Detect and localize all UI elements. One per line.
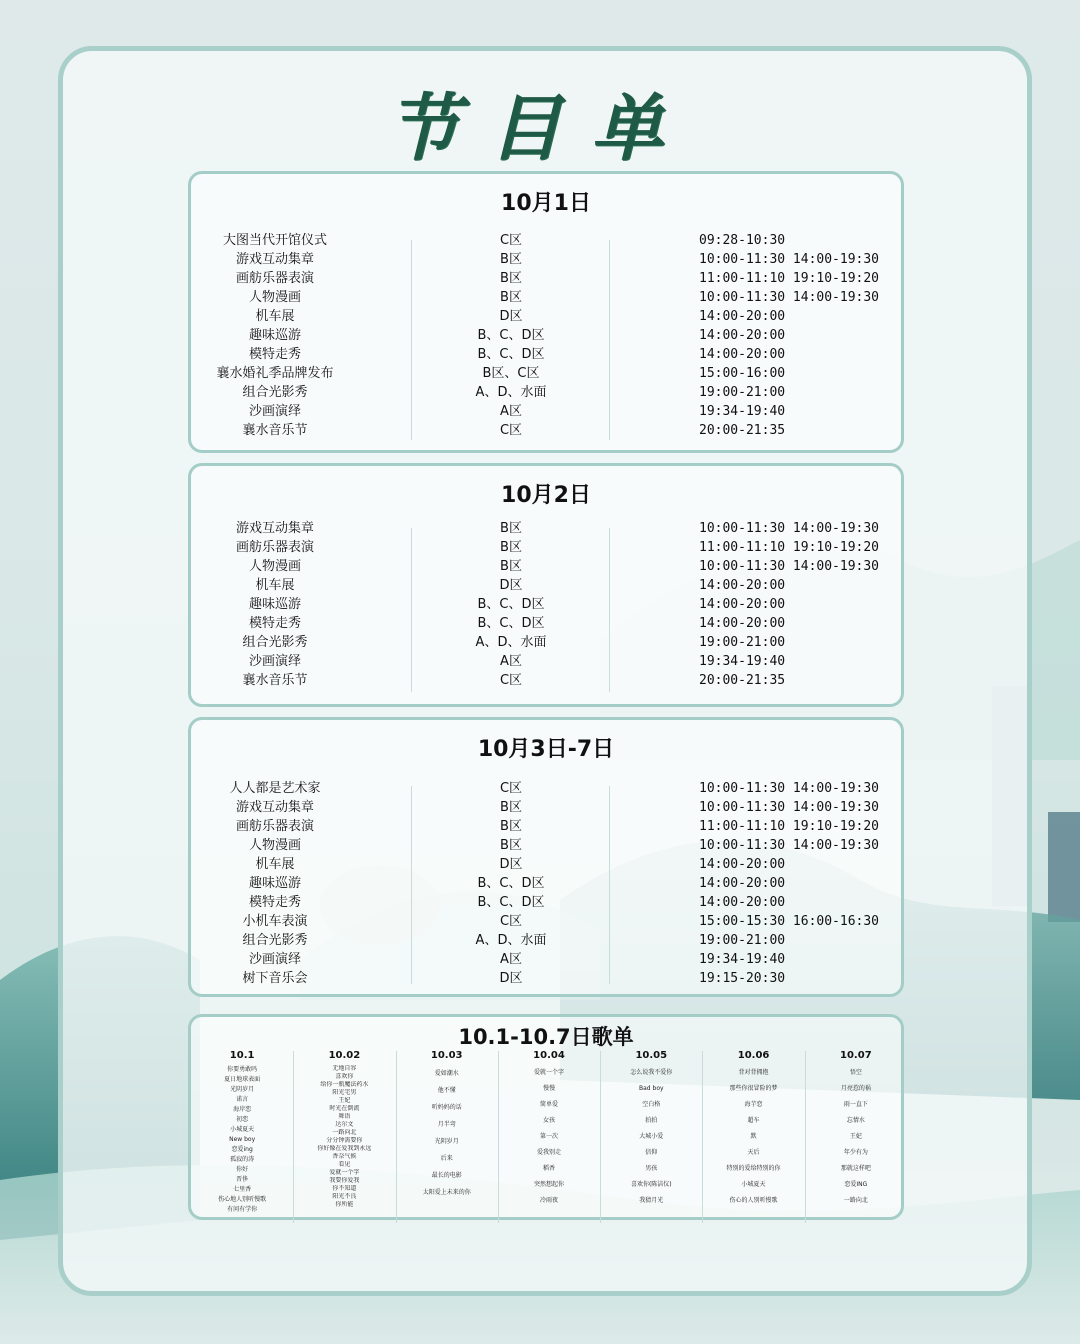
schedule-row: [191, 912, 901, 931]
song-item: 恋爱ING: [844, 1181, 868, 1188]
song-item: 后来: [440, 1155, 453, 1162]
schedule-row: [191, 595, 901, 614]
event-name: 组合光影秀: [242, 933, 308, 948]
event-name: 游戏互动集章: [235, 252, 314, 267]
song-item: 小城夏天: [230, 1126, 255, 1133]
schedule-row: [191, 383, 901, 402]
song-item: 月半弯: [437, 1121, 456, 1128]
song-item: 喜欢你: [335, 1073, 354, 1080]
event-name: 组合光影秀: [242, 385, 308, 400]
song-item: 看见: [338, 1161, 351, 1168]
schedule-row: [191, 614, 901, 633]
event-time: 11:00-11:10 19:10-19:20: [699, 540, 880, 555]
schedule-card-day1: [188, 171, 904, 453]
event-zone: C区: [499, 781, 523, 796]
schedule-row: [191, 950, 901, 969]
song-item: 他不懂: [437, 1087, 456, 1094]
schedule-rows: [191, 231, 901, 440]
event-time: 19:00-21:00: [699, 933, 786, 948]
song-item: 夏日地球表面: [224, 1076, 261, 1083]
event-time: 14:00-20:00: [699, 857, 786, 872]
song-column: [396, 1047, 498, 1219]
song-item: 我要你爱我: [329, 1177, 360, 1184]
song-item: 慢慢: [542, 1085, 555, 1092]
song-item: 太阳爱上未来的你: [422, 1189, 471, 1196]
schedule-row: [191, 855, 901, 874]
song-item: 忘情水: [846, 1117, 865, 1124]
schedule-card-day3-7: [188, 717, 904, 997]
song-column-date: 10.05: [635, 1050, 668, 1061]
song-column: [191, 1047, 293, 1219]
schedule-row: [191, 345, 901, 364]
event-zone: D区: [499, 578, 523, 593]
schedule-row: [191, 931, 901, 950]
song-column-date: 10.04: [533, 1050, 565, 1061]
event-name: 趣味巡游: [248, 876, 301, 891]
song-list: [498, 1065, 600, 1209]
event-time: 14:00-20:00: [699, 616, 786, 631]
song-item: 突然想起你: [533, 1181, 564, 1188]
event-name: 襄水音乐节: [242, 423, 308, 438]
song-item: 你好: [236, 1166, 249, 1173]
event-zone: D区: [499, 309, 523, 324]
schedule-row: [191, 519, 901, 538]
event-name: 小机车表演: [242, 914, 308, 929]
song-item: 给你一瓶魔法药水: [320, 1081, 369, 1088]
song-column-date: 10.07: [840, 1050, 872, 1061]
song-item: 恋爱ing: [231, 1146, 253, 1153]
song-column-divider: [498, 1051, 499, 1223]
song-list: [702, 1065, 804, 1209]
song-item: 你不知道: [332, 1185, 357, 1192]
song-item: 伤心地人别听慢歌: [218, 1196, 267, 1203]
schedule-row: [191, 421, 901, 440]
schedule-row: [191, 538, 901, 557]
song-column: [498, 1047, 600, 1219]
song-list: [805, 1065, 907, 1209]
song-item: 默: [750, 1133, 757, 1140]
event-time: 10:00-11:30 14:00-19:30: [699, 521, 880, 536]
event-name: 模特走秀: [248, 347, 301, 362]
event-time: 14:00-20:00: [699, 328, 786, 343]
song-column-date: 10.1: [229, 1050, 255, 1061]
event-time: 10:00-11:30 14:00-19:30: [699, 800, 880, 815]
event-name: 大图当代开馆仪式: [222, 233, 327, 248]
event-name: 模特走秀: [248, 895, 301, 910]
schedule-card-day2: [188, 463, 904, 707]
event-name: 襄水音乐节: [242, 673, 308, 688]
song-column: [702, 1047, 804, 1219]
event-time: 20:00-21:35: [699, 423, 786, 438]
event-name: 沙画演绎: [248, 654, 301, 669]
song-item: 有问有学你: [227, 1206, 258, 1213]
event-name: 画舫乐器表演: [235, 540, 314, 555]
song-item: 阳光不良: [332, 1193, 357, 1200]
event-zone: C区: [499, 423, 523, 438]
song-item: 伤心的人别听慢歌: [729, 1197, 778, 1204]
song-list: [293, 1065, 395, 1209]
event-time: 14:00-20:00: [699, 309, 786, 324]
event-zone: B、C、D区: [477, 616, 545, 631]
event-zone: C区: [499, 673, 523, 688]
event-time: 11:00-11:10 19:10-19:20: [699, 819, 880, 834]
event-zone: C区: [499, 233, 523, 248]
event-time: 10:00-11:30 14:00-19:30: [699, 781, 880, 796]
event-name: 襄水婚礼季品牌发布: [216, 366, 334, 381]
event-zone: B、C、D区: [477, 347, 545, 362]
schedule-row: [191, 307, 901, 326]
event-time: 14:00-20:00: [699, 597, 786, 612]
song-column: [293, 1047, 395, 1219]
song-column-date: 10.03: [430, 1050, 463, 1061]
schedule-row: [191, 893, 901, 912]
schedule-row: [191, 671, 901, 690]
schedule-row: [191, 269, 901, 288]
page-title: 节目单: [386, 85, 693, 170]
event-zone: A区: [500, 654, 522, 669]
schedule-row: [191, 326, 901, 345]
schedule-row: [191, 402, 901, 421]
song-item: 最长的电影: [431, 1172, 462, 1179]
song-item: 阳光宅男: [332, 1089, 357, 1096]
event-zone: B区、C区: [482, 366, 540, 381]
song-item: 王妃: [849, 1133, 862, 1140]
song-item: 舞语: [338, 1113, 351, 1120]
event-name: 人物漫画: [248, 290, 301, 305]
schedule-rows: [191, 519, 901, 690]
event-zone: B区: [500, 252, 522, 267]
event-time: 14:00-20:00: [699, 347, 786, 362]
song-list: [191, 1065, 293, 1215]
event-name: 人物漫画: [248, 559, 301, 574]
event-time: 14:00-20:00: [699, 895, 786, 910]
song-item: 月亮惹的祸: [840, 1085, 871, 1092]
event-name: 机车展: [255, 309, 295, 324]
schedule-row: [191, 231, 901, 250]
event-name: 模特走秀: [248, 616, 301, 631]
schedule-row: [191, 288, 901, 307]
song-item: 听妈妈的话: [431, 1104, 462, 1111]
card-date: 10月3日-7日: [477, 737, 615, 762]
event-name: 机车展: [255, 857, 295, 872]
song-list: [600, 1065, 702, 1209]
event-zone: B、C、D区: [477, 876, 545, 891]
song-item: 光阴岁月: [434, 1138, 459, 1145]
event-time: 14:00-20:00: [699, 876, 786, 891]
event-name: 沙画演绎: [248, 404, 301, 419]
song-item: 超车: [747, 1117, 760, 1124]
song-column-divider: [805, 1051, 806, 1223]
event-time: 10:00-11:30 14:00-19:30: [699, 290, 880, 305]
song-item: 晋侈: [236, 1176, 249, 1183]
event-name: 画舫乐器表演: [235, 819, 314, 834]
schedule-row: [191, 250, 901, 269]
event-name: 树下音乐会: [242, 971, 308, 986]
card-date: 10月1日: [501, 191, 591, 216]
event-zone: B区: [500, 559, 522, 574]
song-item: 爱我别走: [536, 1149, 561, 1156]
song-item: 喜欢你(陈洁仪): [630, 1181, 672, 1188]
song-item: 海岸恋: [233, 1106, 252, 1113]
song-item: 海芋恋: [744, 1101, 763, 1108]
song-item: 第一次: [539, 1133, 558, 1140]
event-name: 游戏互动集章: [235, 800, 314, 815]
song-item: 简单爱: [539, 1101, 558, 1108]
song-item: 七里香: [233, 1186, 252, 1193]
event-time: 10:00-11:30 14:00-19:30: [699, 559, 880, 574]
song-item: 分分钟需要你: [326, 1137, 363, 1144]
event-zone: B区: [500, 271, 522, 286]
event-time: 19:34-19:40: [699, 952, 786, 967]
song-item: 初恋: [236, 1116, 249, 1123]
event-name: 游戏互动集章: [235, 521, 314, 536]
song-item: Bad boy: [639, 1085, 664, 1092]
event-zone: D区: [499, 857, 523, 872]
song-item: 那些你很冒险的梦: [729, 1085, 778, 1092]
event-zone: B区: [500, 838, 522, 853]
song-item: New boy: [229, 1136, 256, 1143]
schedule-row: [191, 633, 901, 652]
song-column: [600, 1047, 702, 1219]
event-zone: B、C、D区: [477, 597, 545, 612]
event-zone: B、C、D区: [477, 328, 545, 343]
song-item: 大城小爱: [639, 1133, 664, 1140]
song-item: 达尔文: [335, 1121, 354, 1128]
event-time: 09:28-10:30: [699, 233, 786, 248]
event-zone: A、D、水面: [475, 385, 547, 400]
event-time: 11:00-11:10 19:10-19:20: [699, 271, 880, 286]
event-zone: A区: [500, 952, 522, 967]
event-time: 15:00-16:00: [699, 366, 786, 381]
card-date: 10月2日: [501, 483, 591, 508]
song-item: 雨一直下: [843, 1101, 868, 1108]
song-item: 光阴岁月: [230, 1086, 255, 1093]
song-item: 那就这样吧: [840, 1165, 871, 1172]
song-item: 稻香: [542, 1165, 555, 1172]
song-item: 我猜月光: [639, 1197, 664, 1204]
song-item: 你所能: [335, 1201, 354, 1208]
event-name: 人物漫画: [248, 838, 301, 853]
song-item: 信仰: [645, 1149, 658, 1156]
song-list-card: [188, 1014, 904, 1220]
schedule-row: [191, 817, 901, 836]
song-item: 背对背拥抱: [738, 1069, 769, 1076]
song-column-date: 10.06: [737, 1050, 770, 1061]
schedule-row: [191, 798, 901, 817]
event-zone: B区: [500, 819, 522, 834]
song-column-divider: [702, 1051, 703, 1223]
song-item: 爱如潮水: [434, 1070, 459, 1077]
event-name: 沙画演绎: [248, 952, 301, 967]
song-item: 诺言: [236, 1096, 249, 1103]
song-list: [396, 1065, 498, 1201]
schedule-row: [191, 779, 901, 798]
song-item: 悟空: [849, 1069, 862, 1076]
event-time: 10:00-11:30 14:00-19:30: [699, 252, 880, 267]
song-item: 你好像在爱我到永远: [317, 1145, 372, 1152]
song-item: 时光在倒流: [329, 1105, 360, 1112]
event-time: 19:00-21:00: [699, 635, 786, 650]
event-time: 20:00-21:35: [699, 673, 786, 688]
event-zone: B区: [500, 290, 522, 305]
song-column-divider: [600, 1051, 601, 1223]
event-name: 机车展: [255, 578, 295, 593]
song-item: 空白格: [642, 1101, 661, 1108]
event-time: 19:00-21:00: [699, 385, 786, 400]
song-item: 爱就一个字: [329, 1169, 360, 1176]
event-zone: D区: [499, 971, 523, 986]
event-zone: A区: [500, 404, 522, 419]
song-list-title: 10.1-10.7日歌单: [458, 1025, 634, 1049]
song-item: 特别的爱给特别的你: [726, 1165, 781, 1172]
song-item: 一路向北: [843, 1197, 868, 1204]
event-time: 19:34-19:40: [699, 654, 786, 669]
schedule-row: [191, 652, 901, 671]
song-item: 天后: [747, 1149, 760, 1156]
event-name: 画舫乐器表演: [235, 271, 314, 286]
schedule-row: [191, 969, 901, 988]
song-item: 爱就一个字: [533, 1069, 564, 1076]
song-item: 年少有为: [843, 1149, 868, 1156]
event-time: 10:00-11:30 14:00-19:30: [699, 838, 880, 853]
song-item: 香奈气候: [332, 1153, 357, 1160]
song-item: 一路向北: [332, 1129, 357, 1136]
song-column-date: 10.02: [328, 1050, 361, 1061]
event-time: 14:00-20:00: [699, 578, 786, 593]
event-time: 19:34-19:40: [699, 404, 786, 419]
song-item: 王妃: [338, 1097, 351, 1104]
song-item: 你要勇敢吗: [227, 1066, 258, 1073]
song-item: 无地自容: [332, 1065, 357, 1072]
song-column: [805, 1047, 907, 1219]
song-column-divider: [293, 1051, 294, 1223]
schedule-row: [191, 874, 901, 893]
song-column-divider: [396, 1051, 397, 1223]
event-time: 15:00-15:30 16:00-16:30: [699, 914, 880, 929]
event-zone: B、C、D区: [477, 895, 545, 910]
song-item: 孤寂的涛: [230, 1156, 255, 1163]
event-time: 19:15-20:30: [699, 971, 786, 986]
song-item: 男孩: [645, 1165, 658, 1172]
song-item: 冷雨夜: [539, 1197, 558, 1204]
event-name: 趣味巡游: [248, 328, 301, 343]
song-item: 小城夏天: [741, 1181, 766, 1188]
song-item: 拍拍: [645, 1117, 658, 1124]
schedule-row: [191, 557, 901, 576]
song-item: 怎么说我不爱你: [630, 1069, 673, 1076]
schedule-row: [191, 364, 901, 383]
event-name: 趣味巡游: [248, 597, 301, 612]
song-columns: [191, 1047, 901, 1219]
event-zone: A、D、水面: [475, 635, 547, 650]
event-zone: C区: [499, 914, 523, 929]
song-item: 女孩: [542, 1117, 555, 1124]
event-zone: B区: [500, 540, 522, 555]
schedule-rows: [191, 779, 901, 988]
schedule-row: [191, 836, 901, 855]
event-name: 组合光影秀: [242, 635, 308, 650]
event-name: 人人都是艺术家: [229, 781, 321, 796]
event-zone: B区: [500, 521, 522, 536]
event-zone: A、D、水面: [475, 933, 547, 948]
schedule-row: [191, 576, 901, 595]
event-zone: B区: [500, 800, 522, 815]
